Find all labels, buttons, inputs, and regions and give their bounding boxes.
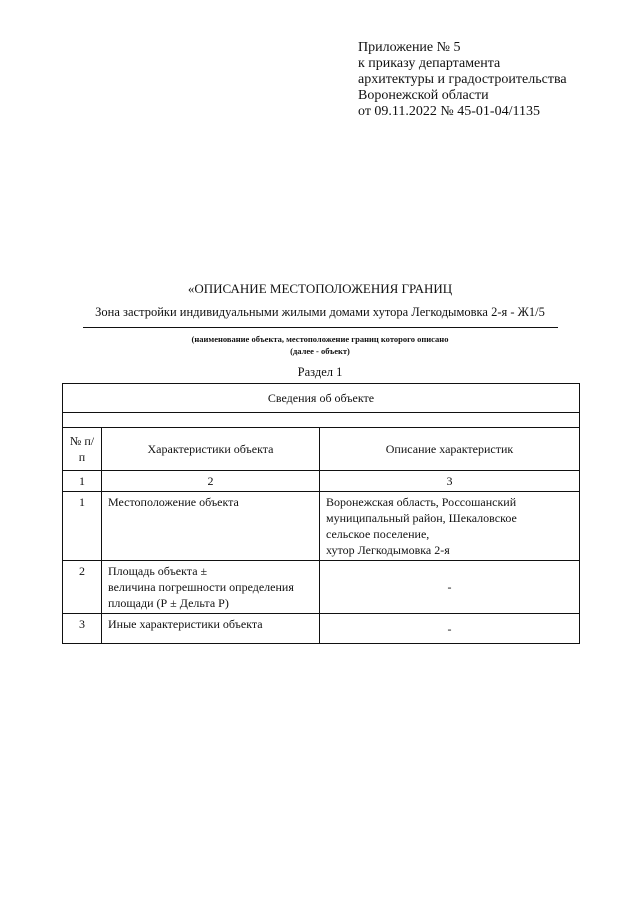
section-heading: Раздел 1	[297, 365, 343, 379]
header-num: № п/п	[63, 428, 102, 471]
table-row	[63, 492, 580, 561]
appendix-line: Воронежской области	[358, 88, 489, 103]
appendix-line: Приложение № 5	[358, 40, 461, 55]
table-row	[63, 614, 580, 644]
appendix-line: к приказу департамента	[358, 56, 501, 71]
row-description: -	[320, 614, 580, 644]
note-line: (далее - объект)	[290, 346, 350, 356]
column-number: 2	[102, 471, 320, 492]
table-header-row	[63, 428, 580, 471]
column-number-row	[63, 471, 580, 492]
document-title: «ОПИСАНИЕ МЕСТОПОЛОЖЕНИЯ ГРАНИЦ	[187, 281, 453, 296]
characteristic-line: площади (Р ± Дельта Р)	[108, 596, 229, 610]
description-line: сельское поселение,	[326, 527, 430, 541]
column-number: 1	[63, 471, 102, 492]
table-caption: Сведения об объекте	[63, 384, 580, 413]
object-name-note	[0, 333, 640, 357]
object-info-table	[62, 383, 580, 644]
note-line: (наименование объекта, местоположение границ которого описано	[191, 334, 449, 344]
row-characteristic: Иные характеристики объекта	[102, 614, 320, 644]
row-description	[320, 492, 580, 561]
characteristic-line: Площадь объекта ±	[108, 564, 208, 578]
row-description: -	[320, 561, 580, 614]
row-characteristic: Местоположение объекта	[102, 492, 320, 561]
header-description: Описание характеристик	[320, 428, 580, 471]
row-num: 2	[63, 561, 102, 614]
column-number: 3	[320, 471, 580, 492]
row-num: 1	[63, 492, 102, 561]
blank-cell	[63, 413, 580, 428]
table-row	[63, 561, 580, 614]
description-line: хутор Легкодымовка 2-я	[326, 543, 450, 557]
row-characteristic	[102, 561, 320, 614]
underline-divider	[83, 327, 558, 328]
appendix-line: от 09.11.2022 № 45-01-04/1135	[358, 104, 540, 119]
header-characteristic: Характеристики объекта	[102, 428, 320, 471]
appendix-header	[358, 40, 567, 120]
description-line: муниципальный район, Шекаловское	[326, 511, 517, 525]
object-name: Зона застройки индивидуальными жилыми домами хутора Легкодымовка 2-я - Ж1/5	[95, 305, 545, 319]
appendix-line: архитектуры и градостроительства	[358, 72, 567, 87]
table-caption-row	[63, 384, 580, 413]
characteristic-line: величина погрешности определения	[108, 580, 294, 594]
description-line: Воронежская область, Россошанский	[326, 495, 517, 509]
row-num: 3	[63, 614, 102, 644]
table-blank-row	[63, 413, 580, 428]
